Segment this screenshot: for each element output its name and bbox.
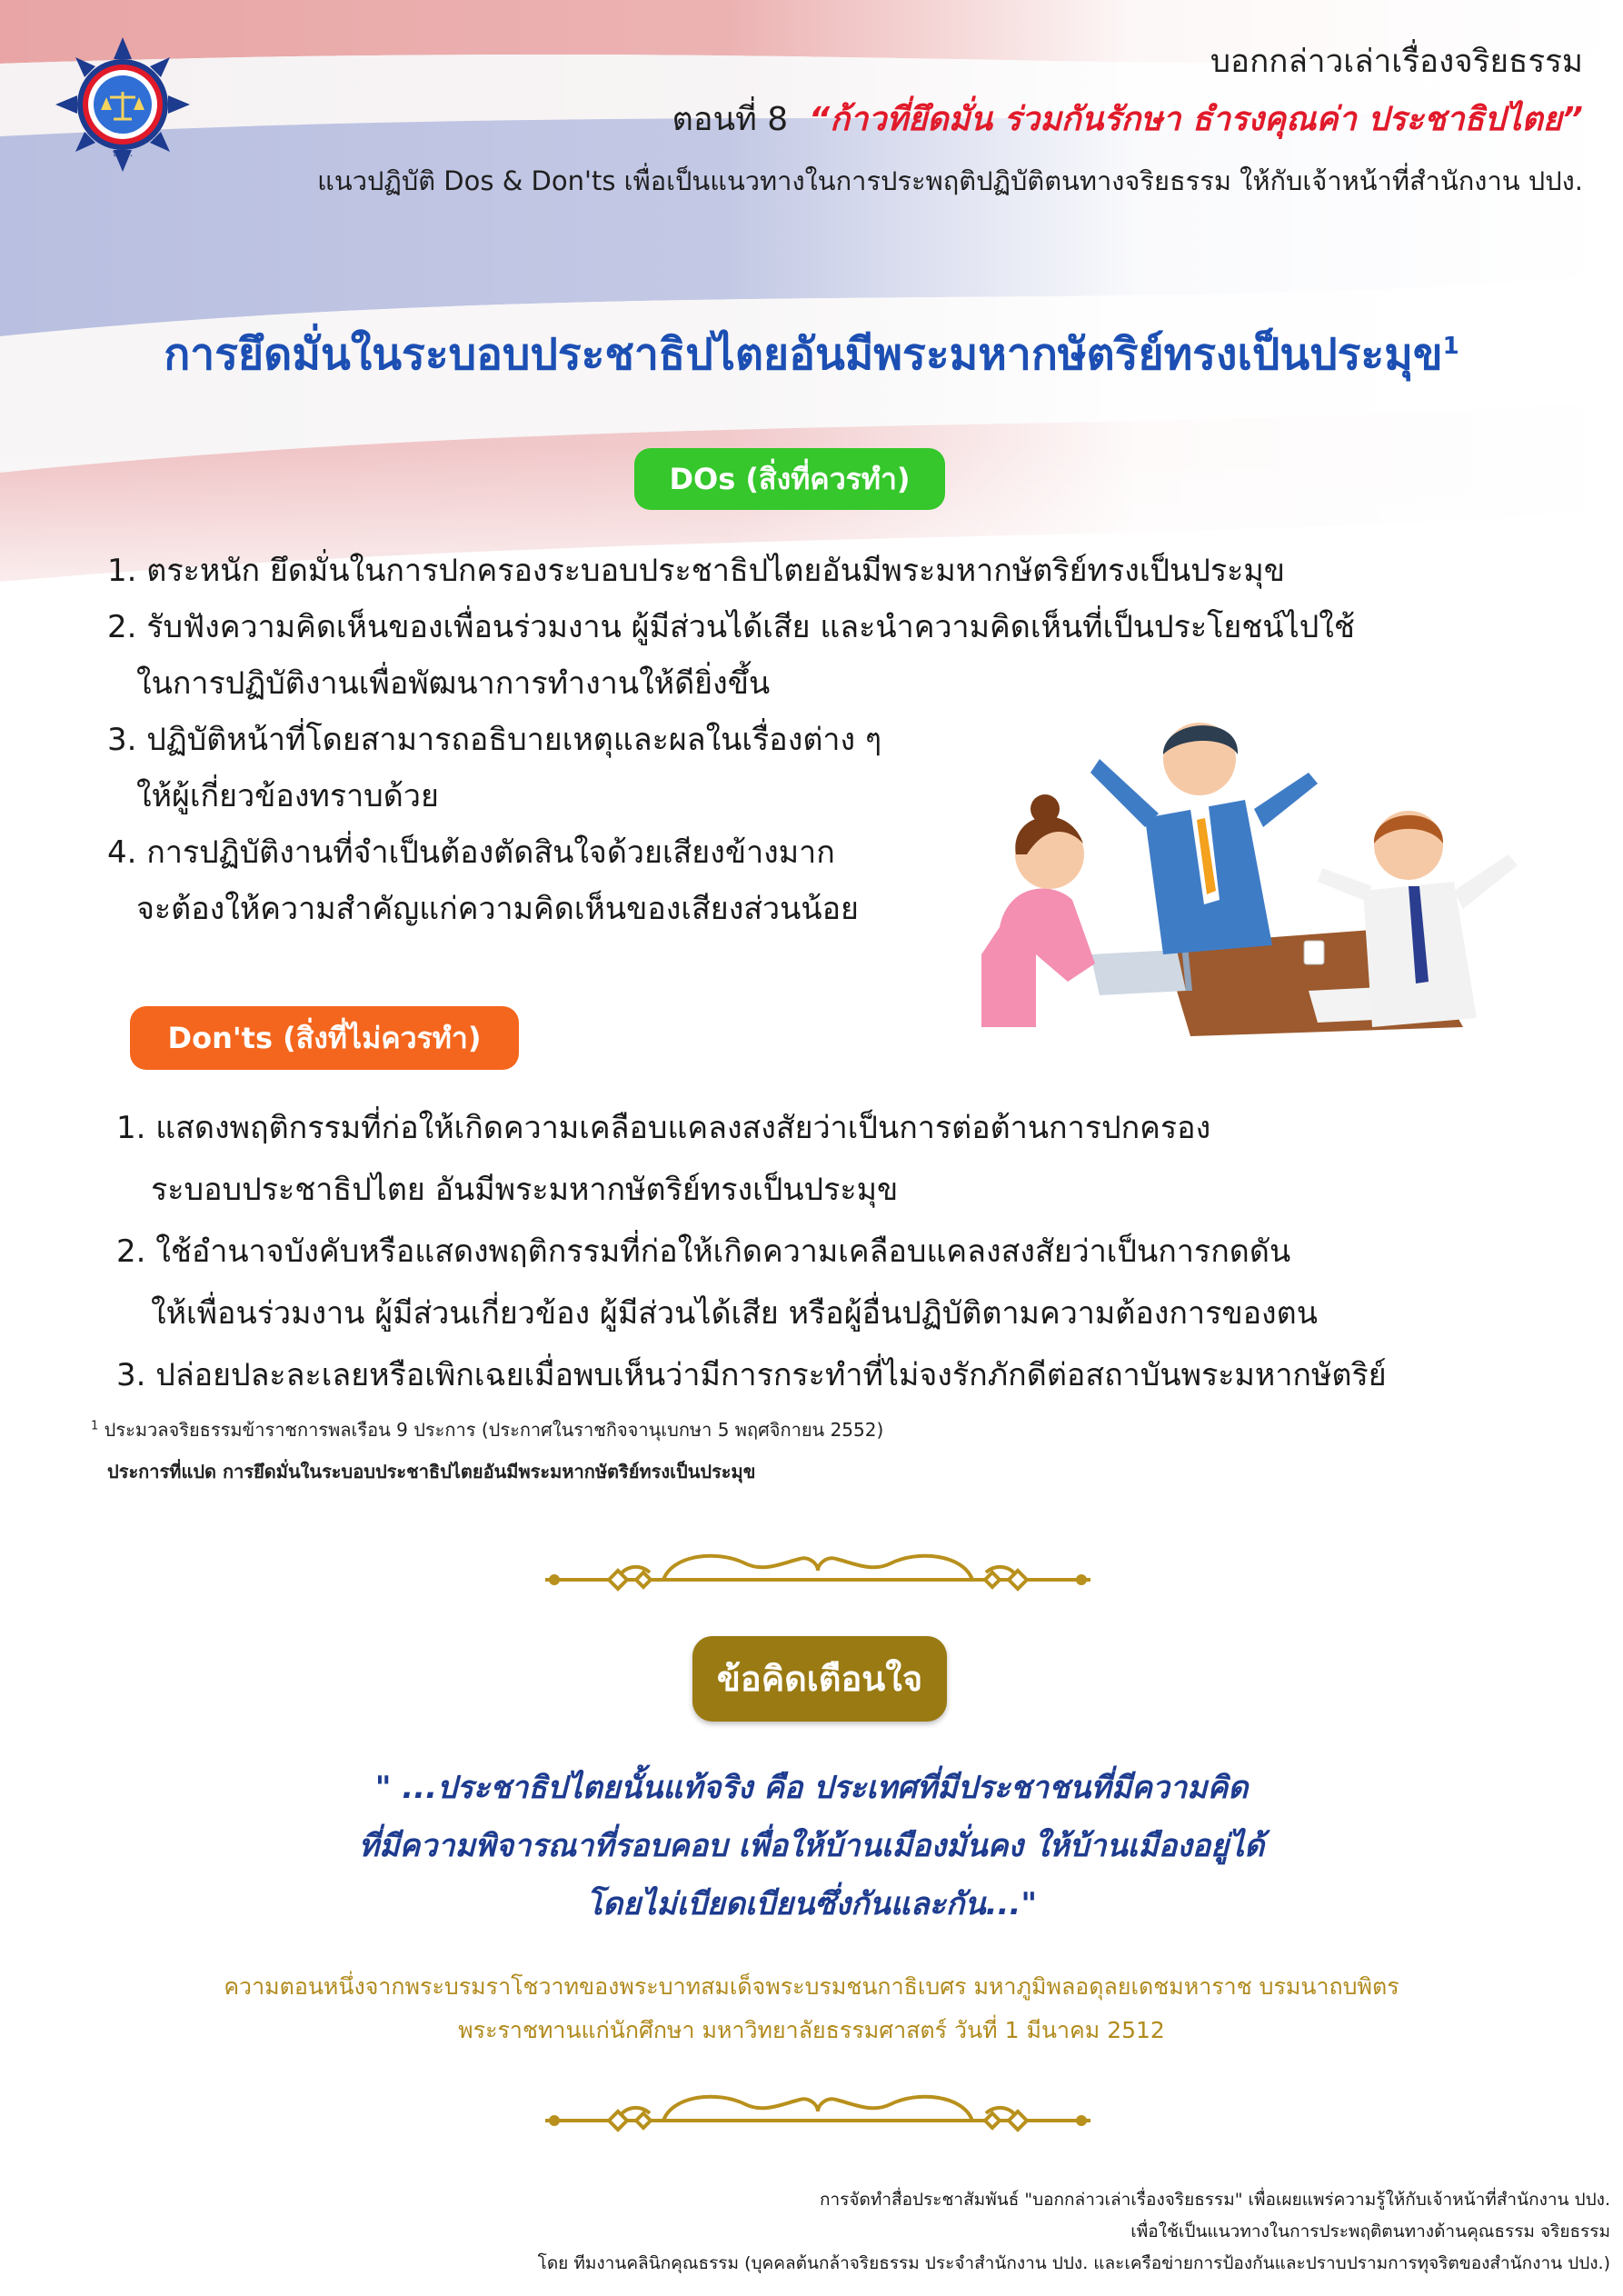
ornament-divider-icon [536,1536,1100,1600]
svg-text:ปปง.: ปปง. [112,147,134,159]
dos-badge: DOs (สิ่งที่ควรทำ) [634,448,945,510]
episode-heading [672,93,1583,145]
source-line: พระราชทานแก่นักศึกษา มหาวิทยาลัยธรรมศาสตร์ วันที่ 1 มีนาคม 2512 [458,2017,1165,2043]
list-item: 2. ใช้อำนาจบังคับหรือแสดงพฤติกรรมที่ก่อให้เกิดความเคลือบแคลงสงสัยว่าเป็นการกดดัน [116,1233,1291,1270]
series-title: บอกกล่าวเล่าเรื่องจริยธรรม [1210,44,1583,80]
list-item: ในการปฏิบัติงานเพื่อพัฒนาการทำงานให้ดียิ่งขึ้น [136,665,771,702]
list-item: 4. การปฏิบัติงานที่จำเป็นต้องตัดสินใจด้วยเสียงข้างมาก [107,834,835,871]
episode-label: ตอนที่ 8 [672,101,789,138]
list-item: จะต้องให้ความสำคัญแก่ความคิดเห็นของเสียงส่วนน้อย [136,891,859,927]
list-item: 1. แสดงพฤติกรรมที่ก่อให้เกิดความเคลือบแคลงสงสัยว่าเป็นการต่อต้านการปกครอง [116,1110,1211,1146]
list-item: ให้ผู้เกี่ยวข้องทราบด้วย [136,778,439,814]
credit-line: การจัดทำสื่อประชาสัมพันธ์ "บอกกล่าวเล่าเรื่องจริยธรรม" เพื่อเผยแพร่ความรู้ให้กับเจ้าหน้าที่สำนักงาน ปปง. [819,2190,1610,2210]
meeting-illustration [981,718,1563,1036]
footnote-source [91,1415,883,1444]
donts-badge: Don'ts (สิ่งที่ไม่ควรทำ) [130,1006,519,1070]
footnote-article: ประการที่แปด การยึดมั่นในระบอบประชาธิปไตยอันมีพระมหากษัตริย์ทรงเป็นประมุข [107,1461,756,1482]
source-line: ความตอนหนึ่งจากพระบรมราโชวาทของพระบาทสมเด็จพระบรมชนกาธิเบศร มหาภูมิพลอดุลยเดชมหาราช บรมนาถบพิตร [224,1973,1399,2000]
list-item: ระบอบประชาธิปไตย อันมีพระมหากษัตริย์ทรงเป็นประมุข [151,1172,899,1208]
donts-list [116,1097,1387,1406]
quote-source [0,1965,1623,2052]
list-item: 1. ตระหนัก ยึดมั่นในการปกครองระบอบประชาธิปไตยอันมีพระมหากษัตริย์ทรงเป็นประมุข [107,553,1286,589]
footnote-ref: 1 [1442,333,1459,360]
ornament-divider-icon [536,2077,1100,2141]
quote-line: ที่มีความพิจารณาที่รอบคอบ เพื่อให้บ้านเมืองมั่นคง ให้บ้านเมืองอยู่ได้ [358,1828,1265,1864]
quote-line: " ...ประชาธิปไตยนั้นแท้จริง คือ ประเทศที่มีประชาชนที่มีความคิด [374,1770,1249,1806]
guideline-subtitle: แนวปฏิบัติ Dos & Don'ts เพื่อเป็นแนวทางในการประพฤติปฏิบัติตนทางจริยธรรม ให้กับเจ้าหน้าที่สำนักงาน ปปง. [317,165,1583,196]
list-item: 2. รับฟังความคิดเห็นของเพื่อนร่วมงาน ผู้มีส่วนได้เสีย และนำความคิดเห็นที่เป็นประโยชน์ไปใช้ [107,609,1355,645]
list-item: 3. ปล่อยปละละเลยหรือเพิกเฉยเมื่อพบเห็นว่ามีการกระทำที่ไม่จงรักภักดีต่อสถาบันพระมหากษัตริย์ [116,1357,1387,1393]
list-item: 3. ปฏิบัติหน้าที่โดยสามารถอธิบายเหตุและผลในเรื่องต่าง ๆ [107,722,882,758]
royal-quote [0,1759,1623,1933]
episode-title: “ก้าวที่ยึดมั่น ร่วมกันรักษา ธำรงคุณค่า ประชาธิปไตย” [809,101,1583,138]
footnote-text: ประมวลจริยธรรมข้าราชการพลเรือน 9 ประการ (ประกาศในราชกิจจานุเบกษา 5 พฤศจิกายน 2552) [104,1419,884,1441]
main-title [0,320,1623,389]
quote-line: โดยไม่เบียดเบียนซึ่งกันและกัน..." [585,1886,1038,1922]
credit-line: เพื่อใช้เป็นแนวทางในการประพฤติตนทางด้านคุณธรรม จริยธรรม [1130,2221,1610,2241]
reminder-badge: ข้อคิดเตือนใจ [692,1636,947,1722]
main-title-text: การยึดมั่นในระบอบประชาธิปไตยอันมีพระมหากษัตริย์ทรงเป็นประมุข [164,329,1443,380]
list-item: ให้เพื่อนร่วมงาน ผู้มีส่วนเกี่ยวข้อง ผู้มีส่วนได้เสีย หรือผู้อื่นปฏิบัติตามความต้องการของตน [151,1295,1318,1332]
footnote-marker: 1 [91,1419,99,1433]
credit-line: โดย ทีมงานคลินิกคุณธรรม (บุคคลต้นกล้าจริยธรรม ประจำสำนักงาน ปปง. และเครือข่ายการป้องกันและปราบปรามการทุจริตของสำนักงาน ปปง.) [537,2253,1610,2273]
amlo-emblem-icon [55,36,191,173]
